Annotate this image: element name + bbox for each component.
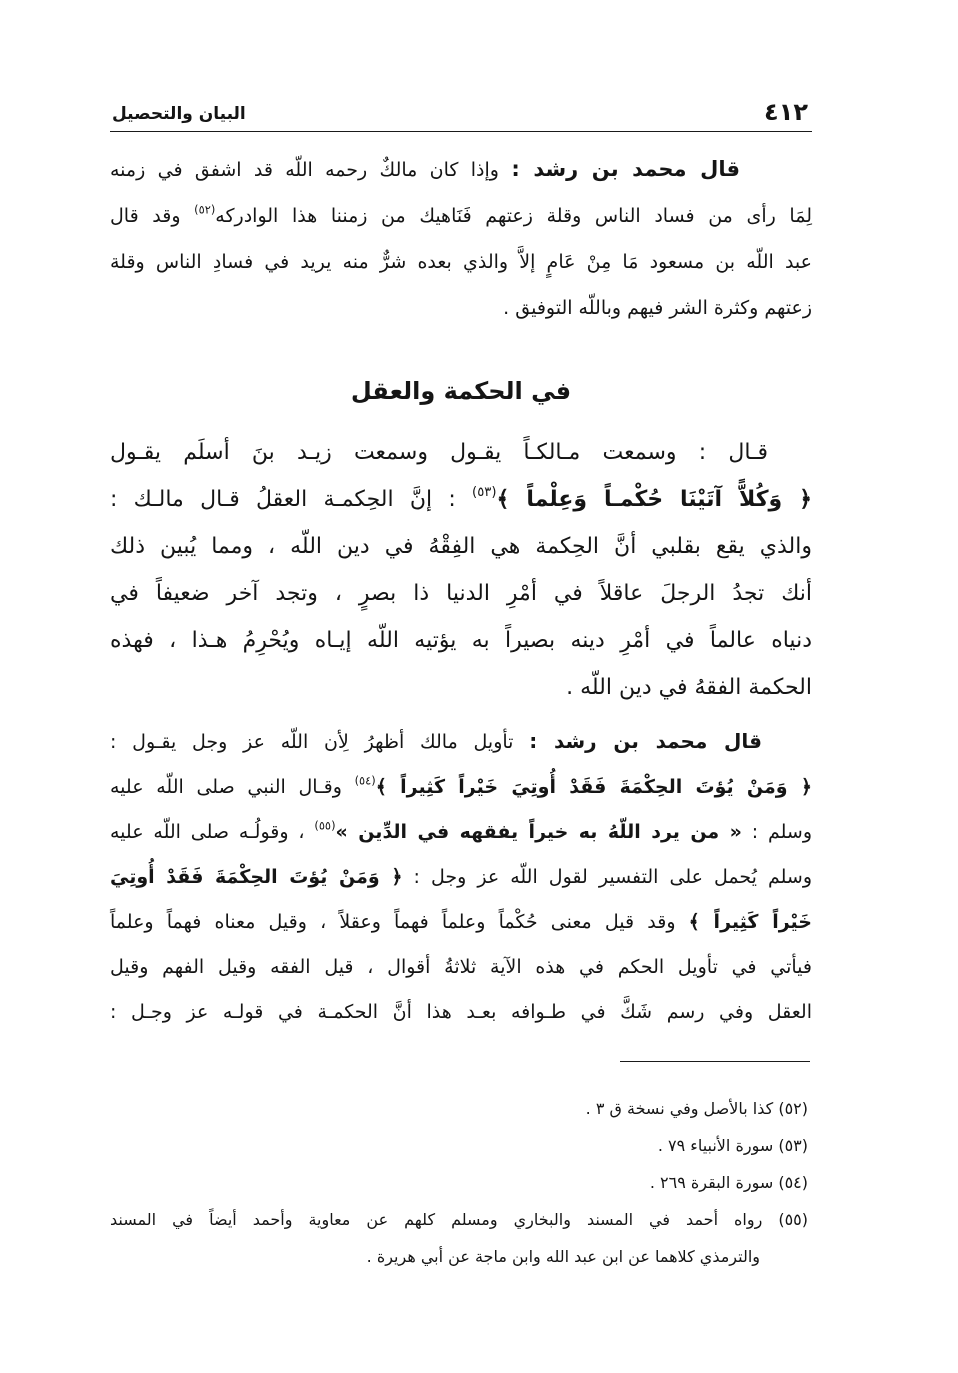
paragraph-line: [110, 765, 812, 810]
footnote-52: (٥٢) كذا بالأصل وفي نسخة ق ٣ .: [585, 1099, 808, 1118]
footnote-53: (٥٣) سورة الأنبياء ٧٩ .: [657, 1136, 808, 1155]
quran-verse: خَيْراً كَثِيراً ﴾: [688, 911, 812, 933]
speaker-lead: قال محمد بن رشد :: [529, 729, 762, 753]
footnote-55: (٥٥) رواه أحمد في المسند والبخاري ومسلم كلهم عن معاوية وأحمد أيضاً في المسند: [110, 1210, 808, 1229]
text-run: تأويل مالك أظهرُ لِأن اللّه عز وجل يقـول :: [110, 731, 530, 753]
text-run: وسلم يُحمل على التفسير لقول اللّه عز وجل :: [402, 866, 812, 888]
text-run: قـال : وسمعت مـالكـاً يقـول وسمعت زيـد بنَ أسلَم يقـول: [110, 440, 768, 465]
text-run: وإذا كان مالكٌ رحمه اللّه قد اشفق في زمنه: [110, 159, 512, 181]
running-header: [110, 88, 812, 132]
section-heading: في الحكمة والعقل: [350, 377, 572, 405]
footnote-ref: (٥٢): [194, 202, 216, 217]
book-title: البيان والتحصيل: [112, 104, 246, 124]
footnote-separator: [620, 1061, 810, 1062]
paragraph-line: [110, 476, 812, 523]
speaker-lead: قال محمد بن رشد :: [511, 157, 740, 181]
paragraph-line: [110, 855, 812, 900]
text-run: وقـال النبي صلى اللّه عليه: [110, 776, 355, 798]
paragraph-line: [110, 719, 812, 765]
paragraph-line: [110, 239, 812, 285]
quran-verse: ﴿ وَكُلاًّ آتَيْنَا حُكْمـاً وَعِلْماً ﴾: [496, 487, 812, 512]
paragraph-line: [110, 523, 812, 570]
text-run: فيأتي في تأويل الحكم في هذه الآية ثلاثةُ أقوال ، قيل الفقه وقيل الفهم وقيل: [110, 956, 812, 978]
paragraph-line: [110, 285, 812, 331]
text-run: ، وقولُـه صلى اللّه عليه: [110, 821, 315, 843]
paragraph-main-text: [110, 429, 812, 711]
text-run: عبد اللّه بن مسعود مَا مِنْ عَامٍ إلاَّ والذي بعده شرٌّ منه يريد في فسادِ الناس وقلة: [110, 251, 812, 273]
quran-verse: ﴿ وَمَنْ يُؤتَ الحِكْمَةَ فَقَدْ أُوتِيَ: [110, 866, 403, 888]
book-page: [110, 88, 812, 1275]
text-run: وقد قال: [110, 205, 195, 227]
footnote-55-continuation: والترمذي كلاهما عن ابن عبد الله وابن ماجة عن أبي هريرة .: [366, 1247, 760, 1266]
text-run: دنياه عالماً في أمْرِ دينه بصيراً به يؤتيه اللّه إيـاه ويُحْرِمُ هـذا ، فهذه: [110, 628, 812, 653]
paragraph-line: [110, 945, 812, 990]
paragraph-line: [110, 429, 812, 476]
hadith-quote: « من يرد اللّهُ به خيراً يفقهه في الدِّين »: [335, 821, 742, 843]
text-run: والذي يقع بقلبي أنَّ الحِكمة هي الفِقْهُ في دين اللّه ، ومما يُبين ذلك: [110, 534, 812, 559]
paragraph-line: [110, 900, 812, 945]
paragraph-line: [110, 617, 812, 664]
paragraph-line: [110, 570, 812, 617]
footnote-54: (٥٤) سورة البقرة ٢٦٩ .: [649, 1173, 808, 1192]
text-run: لِمَا رأى من فساد الناس وقلة زعتهم فَنَاهيك من زمننا هذا الوادركه: [215, 205, 812, 227]
text-run: العقل وفي رسم شَكَّ في طـوافه بعـد هذا أنَّ الحكمـة في قولـه عز وجـل :: [110, 1001, 812, 1023]
text-run: زعتهم وكثرة الشر فيهم وباللّه التوفيق .: [503, 297, 812, 319]
text-run: أنك تجدُ الرجلَ عاقلاً في أمْرِ الدنيا ذا بصرٍ ، وتجد آخر ضعيفاً في: [110, 581, 812, 606]
paragraph-line: [110, 810, 812, 855]
footnote-ref: (٥٥): [314, 818, 336, 833]
page-number: ٤١٢: [764, 98, 808, 126]
paragraph-line: [110, 193, 812, 239]
paragraph-commentary-1: [110, 146, 812, 331]
footnote-ref: (٥٤): [354, 773, 376, 788]
text-run: وقد قيل معنى حُكْماً وعلماً فهماً وعقلاً ، وقيل معناه فهماً وعلماً: [110, 911, 689, 933]
paragraph-line: [110, 146, 812, 193]
paragraph-line: [110, 664, 812, 711]
text-run: : إنَّ الحِكمـة العقلُ قـال مالـك :: [110, 487, 473, 512]
paragraph-line: [110, 990, 812, 1035]
footnote-ref: (٥٣): [472, 485, 497, 501]
text-run: الحكمة الفقهُ في دين اللّه .: [566, 675, 812, 700]
footnotes: [110, 1090, 812, 1275]
text-run: وسلم :: [741, 821, 813, 843]
quran-verse: ﴿ وَمَنْ يُؤتَ الحِكْمَةَ فَقَدْ أُوتِيَ خَيْراً كَثِيراً ﴾: [375, 776, 812, 798]
paragraph-commentary-2: [110, 719, 812, 1035]
